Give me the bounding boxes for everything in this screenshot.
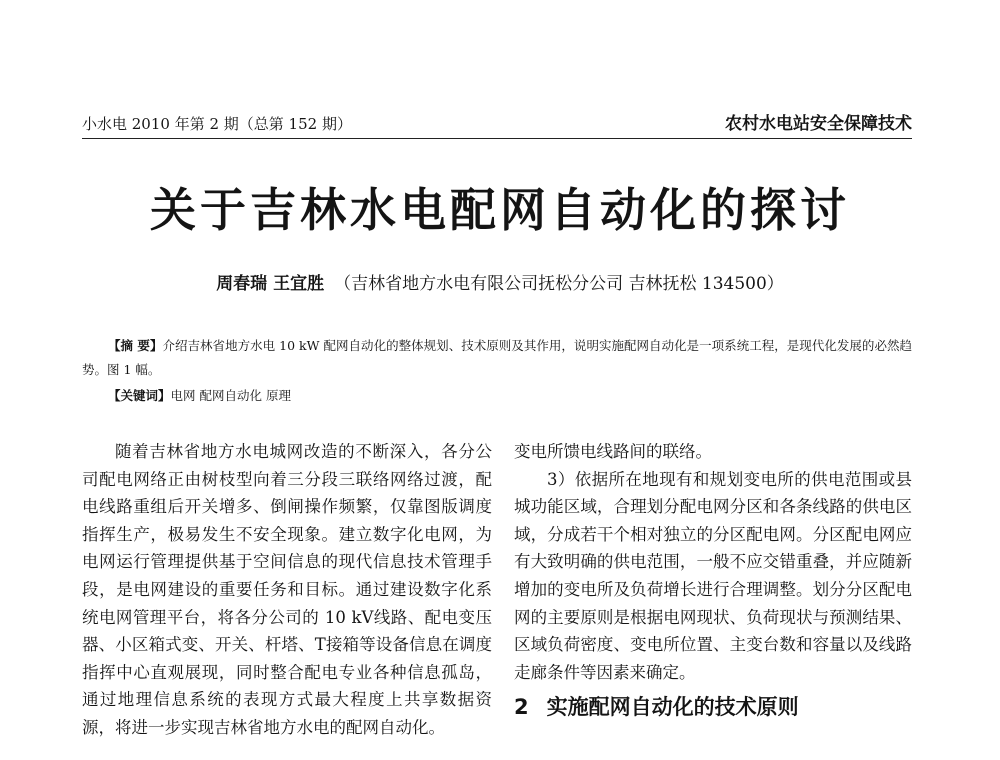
section-number: 2 <box>514 695 529 720</box>
body-column-left <box>82 438 492 760</box>
keywords <box>108 384 908 408</box>
author-line <box>0 271 1000 297</box>
keywords-label: 【关键词】 <box>108 388 171 403</box>
header-rule <box>82 138 912 139</box>
body-column-right <box>514 438 912 760</box>
body-paragraph: 随着吉林省地方水电城网改造的不断深入，各分公司配电网络正由树枝型向着三分段三联络网络过渡，配电线路重组后开关增多、倒闸操作频繁，仅靠图版调度指挥生产，极易发生不安全现象。建立数字化电网，为电网运行管理提供基于空间信息的现代信息技术管理手段，是电网建设的重要任务和目标。通过建设数字化系统电网管理平台，将各分公司的 10 kV线路、配电变压器、小区箱式变、开关、杆塔、T接箱等设备信息在调度指挥中心直观展现，同时整合配电专业各种信息孤岛，通过地理信息系统的表现方式最大程度上共享数据资源，将进一步实现吉林省地方水电的配网自动化。 <box>82 442 492 737</box>
section-title: 实施配网自动化的技术原则 <box>546 695 799 720</box>
column-title: 农村水电站安全保障技术 <box>725 114 912 134</box>
journal-issue-info: 小水电 2010 年第 2 期（总第 152 期） <box>82 115 352 133</box>
keywords-text: 电网 配网自动化 原理 <box>170 388 291 403</box>
author-names: 周春瑞 王宜胜 <box>216 274 325 294</box>
abstract-label: 【摘 要】 <box>108 338 163 353</box>
body-paragraph: 3）依据所在地现有和规划变电所的供电范围或县城功能区域，合理划分配电网分区和各条线路的供电区域，分成若干个相对独立的分区配电网。分区配电网应有大致明确的供电范围，一般不应交错重叠，并应随新增加的变电所及负荷增长进行合理调整。划分分区配电网的主要原则是根据电网现状、负荷现状与预测结果、区域负荷密度、变电所位置、主变台数和容量以及线路走廊条件等因素来确定。 <box>514 469 912 682</box>
abstract <box>82 334 912 382</box>
author-affiliation: （吉林省地方水电有限公司抚松分公司 吉林抚松 134500） <box>334 274 784 294</box>
abstract-text: 介绍吉林省地方水电 10 kW 配网自动化的整体规划、技术原则及其作用，说明实施配网自动化是一项系统工程，是现代化发展的必然趋势。图 1 幅。 <box>82 338 912 377</box>
section-heading <box>514 692 912 722</box>
body-paragraph-continuation: 变电所馈电线路间的联络。 <box>514 442 712 461</box>
article-title: 关于吉林水电配网自动化的探讨 <box>150 183 850 237</box>
running-header <box>82 113 912 135</box>
